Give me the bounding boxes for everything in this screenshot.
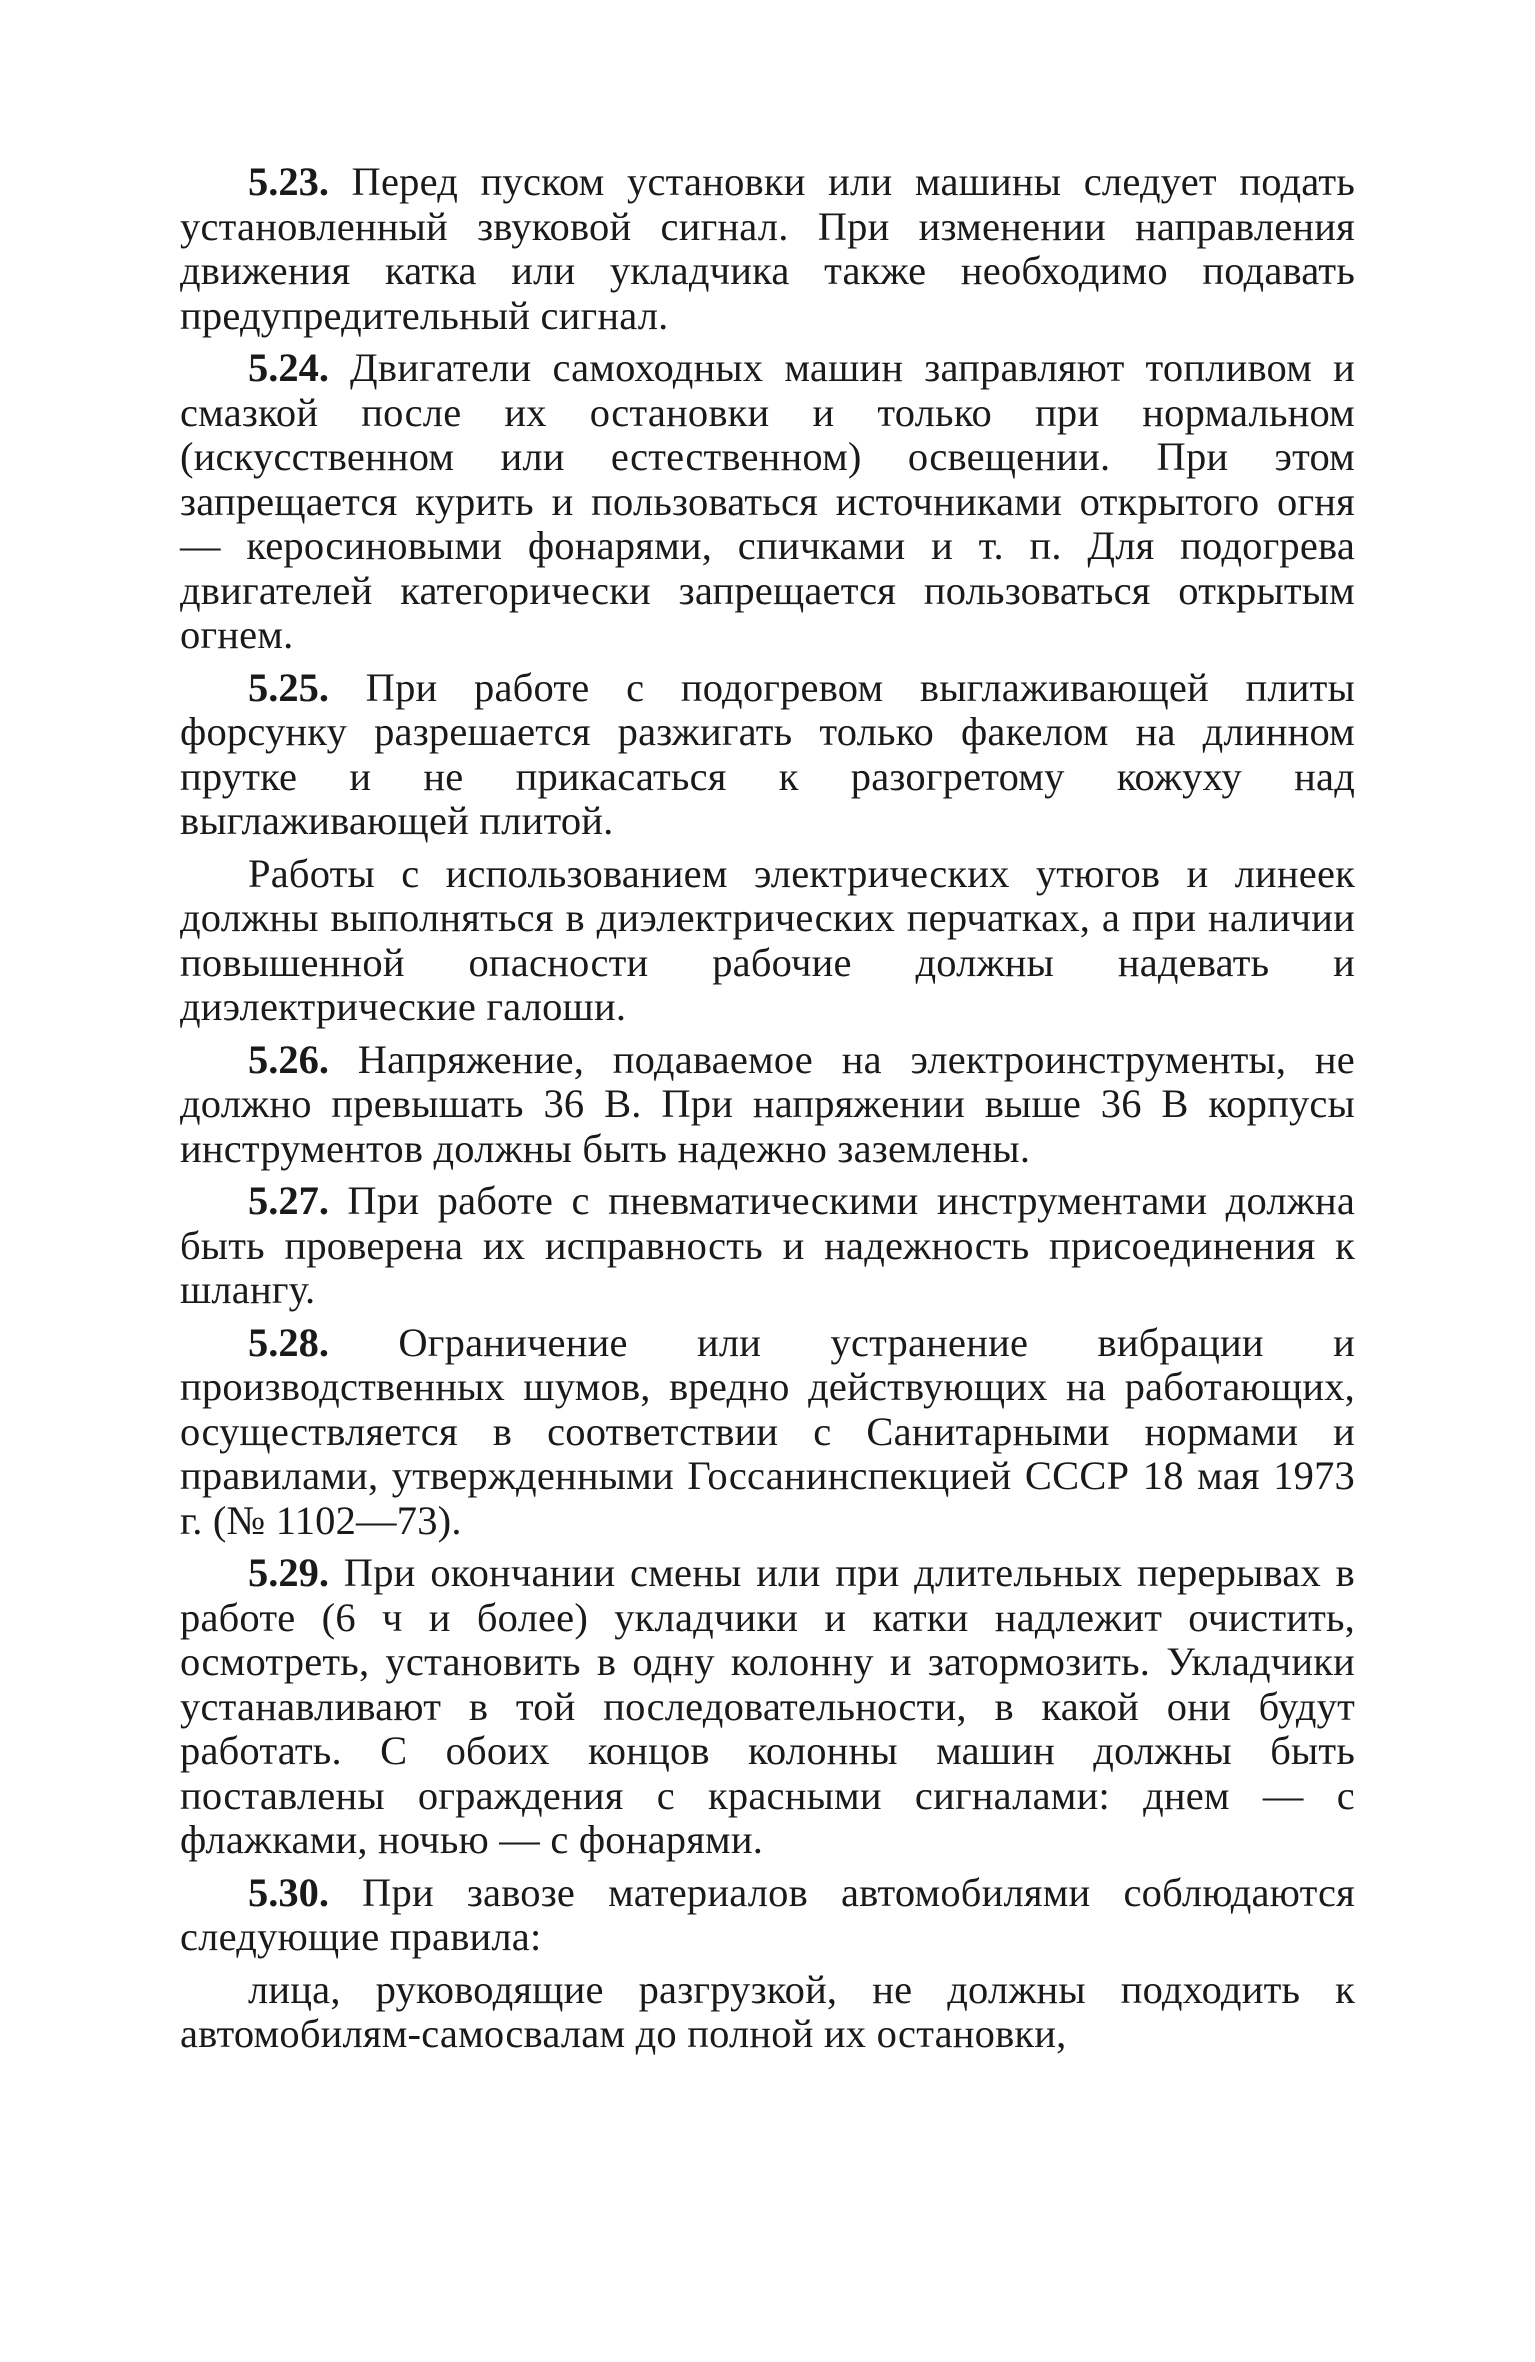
- paragraph-text: Двигатели самоходных машин заправляют топливом и смазкой после их остановки и только при нормальном (искусственном или естественном) освещении. При этом запрещается курить и пользоваться источниками открытого огня — керосиновыми фонарями, спичками и т. п. Для подогрева двигателей категорически запрещается пользоваться открытым огнем.: [180, 345, 1355, 657]
- paragraph-number: 5.27.: [248, 1178, 329, 1223]
- paragraph-number: 5.25.: [248, 664, 329, 710]
- paragraph-text: Напряжение, подаваемое на электроинструменты, не должно превышать 36 В. При напряжении выше 36 В корпусы инструментов должны быть надежно заземлены.: [180, 1036, 1355, 1171]
- paragraph-text: Перед пуском установки или машины следует подать установленный звуковой сигнал. При изменении направления движения катка или укладчика также необходимо подавать предупредительный сигнал.: [180, 159, 1355, 338]
- paragraph-5-25-continued: [180, 852, 1355, 1030]
- paragraph-5-27: [180, 1179, 1355, 1313]
- paragraph-number: 5.29.: [248, 1550, 329, 1595]
- paragraph-5-29: [180, 1551, 1355, 1863]
- paragraph-number: 5.28.: [248, 1319, 329, 1365]
- paragraph-5-26: [180, 1038, 1355, 1172]
- paragraph-5-30-item: [180, 1968, 1355, 2057]
- paragraph-text: При работе с пневматическими инструментами должна быть проверена их исправность и надежность присоединения к шлангу.: [180, 1178, 1355, 1312]
- paragraph-5-23: [180, 160, 1355, 338]
- paragraph-number: 5.23.: [248, 159, 329, 204]
- paragraph-text: При работе с подогревом выглаживающей плиты форсунку разрешается разжигать только факелом на длинном прутке и не прикасаться к разогретому кожуху над выглаживающей плитой.: [180, 664, 1355, 843]
- paragraph-5-28: [180, 1321, 1355, 1544]
- paragraph-text: лица, руководящие разгрузкой, не должны подходить к автомобилям-самосвалам до полной их остановки,: [180, 1966, 1355, 2056]
- paragraph-number: 5.24.: [248, 345, 329, 390]
- paragraph-number: 5.30.: [248, 1869, 329, 1915]
- paragraph-text: Работы с использованием электрических утюгов и линеек должны выполняться в диэлектрических перчатках, а при наличии повышенной опасности рабочие должны надевать и диэлектрические галоши.: [180, 850, 1355, 1029]
- document-page: [180, 160, 1355, 2065]
- paragraph-text: При окончании смены или при длительных перерывах в работе (6 ч и более) укладчики и катки надлежит очистить, осмотреть, установить в одну колонну и затормозить. Укладчики устанавливают в той последовательности, в какой они будут работать. С обоих концов колонны машин должны быть поставлены ограждения с красными сигналами: днем — с флажками, ночью — с фонарями.: [180, 1550, 1355, 1862]
- paragraph-text: При завозе материалов автомобилями соблюдаются следующие правила:: [180, 1869, 1355, 1959]
- paragraph-number: 5.26.: [248, 1036, 329, 1082]
- paragraph-text: Ограничение или устранение вибрации и производственных шумов, вредно действующих на работающих, осуществляется в соответствии с Санитарными нормами и правилами, утвержденными Госсанинспекцией СССР 18 мая 1973 г. (№ 1102—73).: [180, 1319, 1355, 1543]
- paragraph-5-24: [180, 346, 1355, 658]
- paragraph-5-30: [180, 1871, 1355, 1960]
- paragraph-5-25: [180, 666, 1355, 844]
